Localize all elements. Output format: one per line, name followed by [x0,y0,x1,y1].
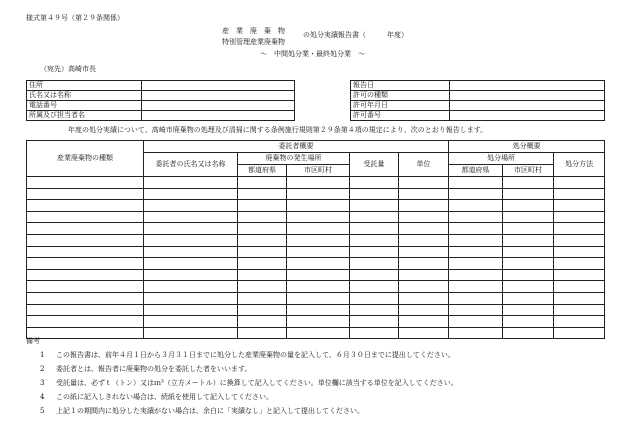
disposal-prefecture-cell[interactable] [449,200,503,212]
applicant-row-name [27,91,295,101]
disposal-summary-header: 処分概要 [449,141,605,153]
origin-municipality-cell[interactable] [287,211,350,223]
disposal-prefecture-cell[interactable] [449,188,503,200]
table-row [27,223,605,235]
waste-type-cell[interactable] [27,258,144,270]
permit-type-field[interactable] [450,91,605,101]
origin-municipality-cell[interactable] [287,234,350,246]
consignor-name-cell[interactable] [144,223,238,235]
contact-field[interactable] [142,111,295,121]
disposal-method-header: 処分方法 [554,153,605,177]
subtitle: ～ 中間処分業・最終処分業 ～ [260,50,365,58]
origin-municipality-header: 市区町村 [287,165,350,177]
origin-place-header: 廃棄物の発生場所 [238,153,350,165]
consignor-summary-header: 委託者概要 [144,141,449,153]
disposal-municipality-cell[interactable] [503,269,554,281]
permit-type-label: 許可の種類 [351,91,450,101]
note-3 [40,380,458,387]
unit-cell[interactable] [399,292,449,304]
note-2-number: 2 [40,365,45,373]
unit-cell[interactable] [399,269,449,281]
unit-cell[interactable] [399,246,449,258]
disposal-prefecture-cell[interactable] [449,304,503,316]
origin-municipality-cell[interactable] [287,246,350,258]
consignor-name-cell[interactable] [144,281,238,293]
waste-type-cell[interactable] [27,188,144,200]
disposal-method-cell[interactable] [554,327,605,339]
disposal-municipality-cell[interactable] [503,292,554,304]
disposal-method-cell[interactable] [554,234,605,246]
consignor-name-cell[interactable] [144,188,238,200]
applicant-row-phone [27,101,295,111]
note-4-text: この紙に記入しきれない場合は、続紙を使用して記入してください。 [56,393,273,401]
waste-type-header: 産業廃棄物の種類 [27,141,144,177]
received-amount-cell[interactable] [350,269,399,281]
consignor-name-cell[interactable] [144,292,238,304]
unit-cell[interactable] [399,200,449,212]
notes-title: 備考 [26,337,40,345]
origin-prefecture-cell[interactable] [238,188,287,200]
waste-type-cell[interactable] [27,316,144,328]
name-label: 氏名又は名称 [27,91,142,101]
waste-type-cell[interactable] [27,327,144,339]
note-1-number: 1 [40,351,45,359]
disposal-prefecture-cell[interactable] [449,292,503,304]
waste-type-cell[interactable] [27,292,144,304]
permit-date-field[interactable] [450,101,605,111]
unit-cell[interactable] [399,327,449,339]
waste-type-cell[interactable] [27,223,144,235]
origin-prefecture-cell[interactable] [238,200,287,212]
unit-cell[interactable] [399,211,449,223]
disposal-prefecture-cell[interactable] [449,316,503,328]
origin-municipality-cell[interactable] [287,258,350,270]
disposal-method-cell[interactable] [554,177,605,189]
disposal-municipality-cell[interactable] [503,327,554,339]
note-5 [40,408,364,415]
consignor-name-cell[interactable] [144,269,238,281]
form-number: 様式第４９号（第２９条関係） [26,14,124,22]
table-row [27,269,605,281]
applicant-row-contact [27,111,295,121]
contact-label: 所属及び担当者名 [27,111,142,121]
header-row-1 [27,141,605,153]
disposal-method-cell[interactable] [554,188,605,200]
disposal-method-cell[interactable] [554,246,605,258]
origin-prefecture-cell[interactable] [238,234,287,246]
permit-row-number [351,111,605,121]
unit-cell[interactable] [399,304,449,316]
unit-cell[interactable] [399,188,449,200]
received-amount-cell[interactable] [350,304,399,316]
disposal-prefecture-cell[interactable] [449,246,503,258]
unit-cell[interactable] [399,258,449,270]
unit-cell[interactable] [399,223,449,235]
applicant-row-address [27,81,295,91]
disposal-municipality-cell[interactable] [503,316,554,328]
permit-date-label: 許可年月日 [351,101,450,111]
table-row [27,188,605,200]
disposal-method-cell[interactable] [554,200,605,212]
permit-row-date [351,101,605,111]
waste-type-cell[interactable] [27,200,144,212]
origin-prefecture-cell[interactable] [238,327,287,339]
address-field[interactable] [142,81,295,91]
permit-number-label: 許可番号 [351,111,450,121]
note-4 [40,394,273,401]
received-amount-cell[interactable] [350,177,399,189]
disposal-municipality-cell[interactable] [503,177,554,189]
origin-municipality-cell[interactable] [287,269,350,281]
applicant-info-table [26,80,295,121]
origin-prefecture-cell[interactable] [238,246,287,258]
note-1-text: この報告書は、前年４月１日から３月３１日までに処分した産業廃棄物の量を記入して、６月３０日までに提出してください。 [56,351,455,359]
origin-prefecture-cell[interactable] [238,292,287,304]
origin-prefecture-cell[interactable] [238,258,287,270]
title-suffix: の処分実績報告書（ 年度） [303,31,408,39]
phone-field[interactable] [142,101,295,111]
disposal-prefecture-cell[interactable] [449,211,503,223]
disposal-municipality-cell[interactable] [503,281,554,293]
unit-cell[interactable] [399,177,449,189]
disposal-method-cell[interactable] [554,211,605,223]
table-row [27,304,605,316]
table-row [27,258,605,270]
received-amount-cell[interactable] [350,223,399,235]
table-body [27,177,605,339]
waste-type-cell[interactable] [27,211,144,223]
unit-cell[interactable] [399,281,449,293]
origin-municipality-cell[interactable] [287,200,350,212]
waste-type-cell[interactable] [27,234,144,246]
note-1 [40,352,455,359]
disposal-municipality-header: 市区町村 [503,165,554,177]
received-amount-cell[interactable] [350,281,399,293]
origin-municipality-cell[interactable] [287,177,350,189]
consignor-name-header: 委託者の氏名又は名称 [144,153,238,177]
disposal-municipality-cell[interactable] [503,211,554,223]
note-5-number: 5 [40,407,45,415]
disposal-municipality-cell[interactable] [503,188,554,200]
note-5-text: 上記１の期間内に処分した実績がない場合は、余白に「実績なし」と記入して提出してください。 [56,407,364,415]
waste-type-cell[interactable] [27,304,144,316]
table-row [27,246,605,258]
received-amount-cell[interactable] [350,234,399,246]
unit-header: 単位 [399,153,449,177]
disposal-municipality-cell[interactable] [503,223,554,235]
consignor-name-cell[interactable] [144,316,238,328]
disposal-municipality-cell[interactable] [503,200,554,212]
note-2 [40,366,251,373]
received-amount-cell[interactable] [350,211,399,223]
permit-number-field[interactable] [450,111,605,121]
permit-info-table [350,80,605,121]
title-stack [222,26,285,48]
disposal-municipality-cell[interactable] [503,246,554,258]
origin-municipality-cell[interactable] [287,304,350,316]
table-row [27,292,605,304]
table-row [27,211,605,223]
note-3-text: 受託量は、必ずｔ（トン）又はｍ³（立方メートル）に換算して記入してください。単位欄に該当する単位を記入してください。 [56,379,458,387]
received-amount-cell[interactable] [350,292,399,304]
received-amount-header: 受託量 [350,153,399,177]
origin-prefecture-header: 都道府県 [238,165,287,177]
consignor-name-cell[interactable] [144,246,238,258]
consignor-name-cell[interactable] [144,304,238,316]
disposal-municipality-cell[interactable] [503,234,554,246]
note-4-number: 4 [40,393,45,401]
report-date-field[interactable] [450,81,605,91]
origin-prefecture-cell[interactable] [238,281,287,293]
consignor-name-cell[interactable] [144,258,238,270]
disposal-prefecture-cell[interactable] [449,234,503,246]
disposal-method-cell[interactable] [554,304,605,316]
waste-type-cell[interactable] [27,269,144,281]
origin-prefecture-cell[interactable] [238,177,287,189]
waste-type-cell[interactable] [27,281,144,293]
disposal-place-header: 処分場所 [449,153,554,165]
consignor-name-cell[interactable] [144,327,238,339]
origin-municipality-cell[interactable] [287,316,350,328]
permit-row-type [351,91,605,101]
origin-municipality-cell[interactable] [287,327,350,339]
disposal-prefecture-cell[interactable] [449,327,503,339]
received-amount-cell[interactable] [350,316,399,328]
permit-row-report-date [351,81,605,91]
note-3-number: 3 [40,379,45,387]
disposal-prefecture-cell[interactable] [449,269,503,281]
disposal-method-cell[interactable] [554,316,605,328]
table-row [27,234,605,246]
disposal-prefecture-cell[interactable] [449,281,503,293]
origin-prefecture-cell[interactable] [238,269,287,281]
disposal-method-cell[interactable] [554,223,605,235]
disposal-method-cell[interactable] [554,269,605,281]
origin-prefecture-cell[interactable] [238,211,287,223]
report-date-label: 報告日 [351,81,450,91]
origin-prefecture-cell[interactable] [238,223,287,235]
consignor-name-cell[interactable] [144,200,238,212]
address-label: 住所 [27,81,142,91]
received-amount-cell[interactable] [350,258,399,270]
consignor-name-cell[interactable] [144,211,238,223]
table-row [27,177,605,189]
table-row [27,316,605,328]
disposal-prefecture-header: 都道府県 [449,165,503,177]
statement: 年度の処分実績について、高崎市廃棄物の処理及び清掃に関する条例施行規則第２９条第４項の規定により、次のとおり報告します。 [68,126,488,134]
consignor-name-cell[interactable] [144,234,238,246]
consignor-name-cell[interactable] [144,177,238,189]
waste-type-cell[interactable] [27,246,144,258]
origin-municipality-cell[interactable] [287,281,350,293]
table-row [27,200,605,212]
note-2-text: 委託者とは、報告者に廃棄物の処分を委託した者をいいます。 [56,365,252,373]
disposal-prefecture-cell[interactable] [449,258,503,270]
disposal-method-cell[interactable] [554,292,605,304]
unit-cell[interactable] [399,234,449,246]
received-amount-cell[interactable] [350,200,399,212]
title-line-2: 特別管理産業廃棄物 [222,38,285,46]
disposal-municipality-cell[interactable] [503,304,554,316]
origin-municipality-cell[interactable] [287,188,350,200]
disposal-method-cell[interactable] [554,258,605,270]
title-line-1: 産 業 廃 棄 物 [222,27,285,35]
received-amount-cell[interactable] [350,188,399,200]
origin-prefecture-cell[interactable] [238,304,287,316]
received-amount-cell[interactable] [350,246,399,258]
disposal-record-table [26,140,605,339]
waste-type-cell[interactable] [27,177,144,189]
disposal-prefecture-cell[interactable] [449,177,503,189]
table-row [27,281,605,293]
disposal-municipality-cell[interactable] [503,258,554,270]
unit-cell[interactable] [399,316,449,328]
table-row [27,327,605,339]
origin-municipality-cell[interactable] [287,223,350,235]
origin-municipality-cell[interactable] [287,292,350,304]
name-field[interactable] [142,91,295,101]
received-amount-cell[interactable] [350,327,399,339]
origin-prefecture-cell[interactable] [238,316,287,328]
disposal-method-cell[interactable] [554,281,605,293]
phone-label: 電話番号 [27,101,142,111]
addressee: （宛先）高崎市長 [40,65,96,73]
disposal-prefecture-cell[interactable] [449,223,503,235]
